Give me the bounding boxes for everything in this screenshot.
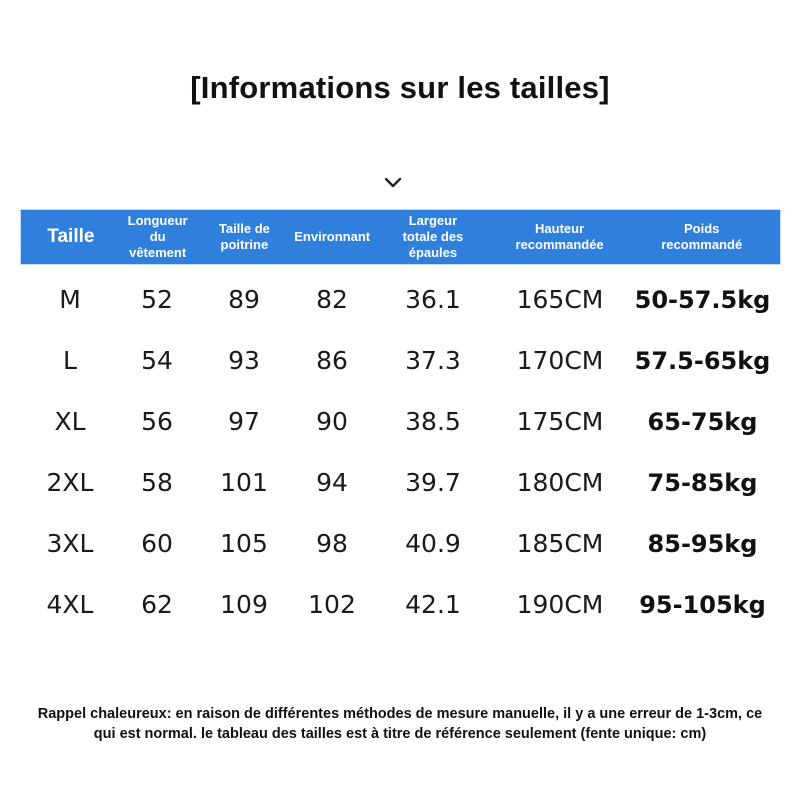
length-cell: 58 [141,468,173,497]
header-chest: Taille de poitrine [218,221,270,252]
height-cell: 190CM [516,590,604,619]
page-title: [Informations sur les tailles] [190,70,610,105]
surrounding-cell: 102 [308,590,356,619]
chest-cell: 105 [220,529,268,558]
surrounding-cell: 98 [316,529,348,558]
shoulder-cell: 39.7 [405,468,461,497]
header-height: Hauteur recommandée [515,221,604,252]
length-cell: 52 [141,285,173,314]
table-body [20,269,781,635]
table-row [20,391,781,452]
size-cell: L [63,346,77,375]
weight-cell: 95-105kg [639,590,766,619]
size-cell: XL [54,407,86,436]
height-cell: 185CM [516,529,604,558]
height-cell: 175CM [516,407,604,436]
size-cell: 2XL [46,468,94,497]
shoulder-cell: 40.9 [405,529,461,558]
surrounding-cell: 86 [316,346,348,375]
height-cell: 165CM [516,285,604,314]
shoulder-cell: 36.1 [405,285,461,314]
length-cell: 62 [141,590,173,619]
header-shoulder: Largeur totale des épaules [402,213,464,260]
chest-cell: 101 [220,468,268,497]
weight-cell: 85-95kg [647,529,758,558]
height-cell: 170CM [516,346,604,375]
shoulder-cell: 38.5 [405,407,461,436]
height-cell: 180CM [516,468,604,497]
length-cell: 56 [141,407,173,436]
table-row [20,574,781,635]
chest-cell: 93 [228,346,260,375]
size-table [20,209,781,635]
shoulder-cell: 42.1 [405,590,461,619]
size-cell: 3XL [46,529,94,558]
table-row [20,452,781,513]
size-cell: 4XL [46,590,94,619]
header-length: Longueur du vêtement [127,213,188,260]
size-cell: M [59,285,81,314]
table-row [20,269,781,330]
table-header [20,209,781,265]
weight-cell: 65-75kg [647,407,758,436]
chest-cell: 97 [228,407,260,436]
table-row [20,330,781,391]
weight-cell: 75-85kg [647,468,758,497]
table-row [20,513,781,574]
header-surrounding: Environnant [294,229,371,244]
chest-cell: 89 [228,285,260,314]
measurement-note: Rappel chaleureux: en raison de différentes méthodes de mesure manuelle, il y a une erreur de 1-3cm, ce qui est normal. le tableau des tailles est à titre de référence seulement (fente unique: cm) [37,706,763,742]
surrounding-cell: 90 [316,407,348,436]
header-weight: Poids recommandé [661,221,743,252]
length-cell: 60 [141,529,173,558]
length-cell: 54 [141,346,173,375]
header-size: Taille [47,226,95,247]
shoulder-cell: 37.3 [405,346,461,375]
surrounding-cell: 94 [316,468,348,497]
weight-cell: 50-57.5kg [634,285,771,314]
chevron-down-icon [383,176,403,190]
surrounding-cell: 82 [316,285,348,314]
weight-cell: 57.5-65kg [634,346,771,375]
chest-cell: 109 [220,590,268,619]
